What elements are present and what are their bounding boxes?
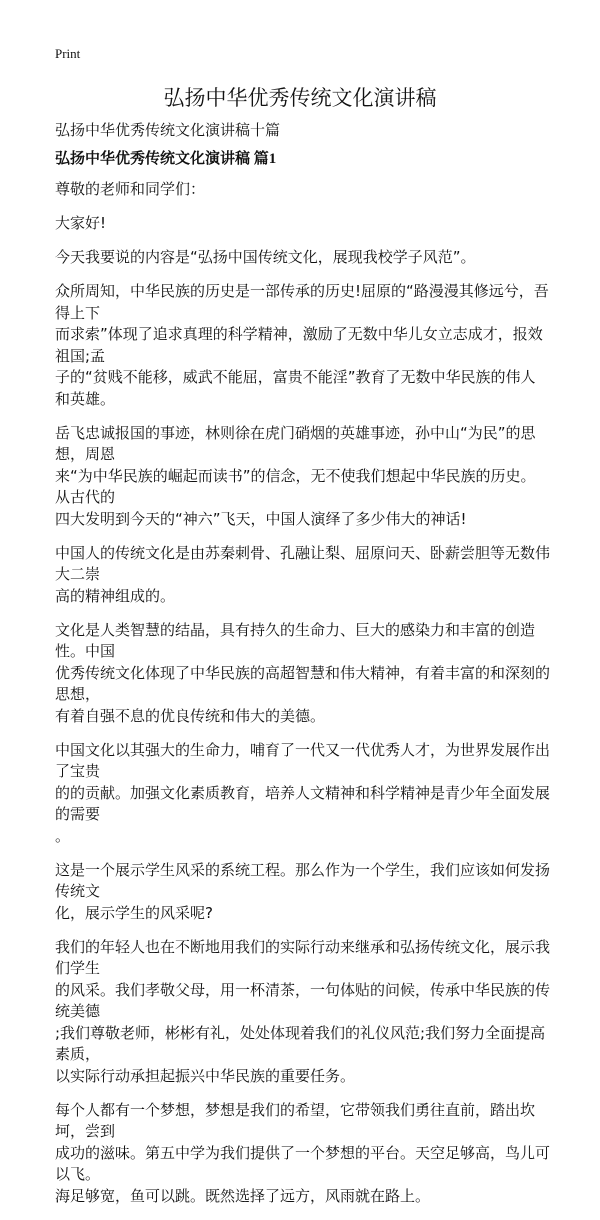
paragraph-line: 来“为中华民族的崛起而读书”的信念，无不使我们想起中华民族的历史。从古代的 bbox=[55, 466, 536, 506]
paragraph bbox=[55, 620, 550, 728]
paragraph bbox=[55, 1100, 550, 1208]
paragraph-line: 中国人的传统文化是由苏秦刺骨、孔融让梨、屈原问天、卧薪尝胆等无数伟大二崇 bbox=[55, 543, 551, 583]
paragraph-line: 而求索”体现了追求真理的科学精神，激励了无数中华儿女立志成才，报效祖国;孟 bbox=[55, 325, 543, 365]
paragraph-line: 高的精神组成的。 bbox=[55, 586, 176, 605]
paragraph-line: 四大发明到今天的“神六”飞天，中国人演绎了多少伟大的神话! bbox=[55, 509, 467, 528]
paragraph bbox=[55, 247, 550, 269]
paragraph-line: 众所周知，中华民族的历史是一部传承的历史!屈原的“路漫漫其修远兮，吾得上下 bbox=[55, 282, 549, 322]
paragraph-line: 每个人都有一个梦想，梦想是我们的希望，它带领我们勇往直前，踏出坎坷，尝到 bbox=[55, 1100, 536, 1140]
paragraph bbox=[55, 543, 550, 608]
paragraph-line: 子的“贫贱不能移，威武不能屈，富贵不能淫”教育了无数中华民族的伟人和英雄。 bbox=[55, 368, 536, 408]
paragraph-line: 大家好! bbox=[55, 214, 107, 232]
paragraph-line: 成功的滋味。第五中学为我们提供了一个梦想的平台。天空足够高，鸟儿可以飞。 bbox=[55, 1143, 551, 1183]
paragraph-line: 尊敬的老师和同学们： bbox=[55, 180, 206, 198]
paragraph-line: 文化是人类智慧的结晶，具有持久的生命力、巨大的感染力和丰富的创造性。中国 bbox=[55, 620, 536, 660]
paragraph bbox=[55, 740, 550, 848]
paragraph bbox=[55, 281, 550, 410]
print-label: Print bbox=[55, 46, 81, 61]
paragraph-line: 这是一个展示学生风采的系统工程。那么作为一个学生，我们应该如何发扬传统文 bbox=[55, 860, 551, 900]
document-subtitle: 弘扬中华优秀传统文化演讲稿十篇 bbox=[55, 121, 281, 139]
paragraph-line: 。 bbox=[55, 826, 71, 845]
paragraph-line: 中国文化以其强大的生命力，哺育了一代又一代优秀人才，为世界发展作出了宝贵 bbox=[55, 740, 551, 780]
paragraph-line: 有着自强不息的优良传统和伟大的美德。 bbox=[55, 706, 326, 725]
paragraph-line: 的的贡献。加强文化素质教育，培养人文精神和科学精神是青少年全面发展的需要 bbox=[55, 783, 551, 823]
paragraph-line: 今天我要说的内容是“弘扬中国传统文化，展现我校学子风范”。 bbox=[55, 248, 476, 266]
paragraph bbox=[55, 179, 550, 201]
paragraph bbox=[55, 937, 550, 1088]
document-body bbox=[55, 120, 550, 1220]
paragraph-line: 我们的年轻人也在不断地用我们的实际行动来继承和弘扬传统文化，展示我们学生 bbox=[55, 937, 551, 977]
paragraph-list bbox=[55, 179, 550, 1207]
paragraph-line: 化，展示学生的风采呢? bbox=[55, 903, 213, 922]
section-heading: 弘扬中华优秀传统文化演讲稿 篇1 bbox=[55, 151, 277, 167]
document-title: 弘扬中华优秀传统文化演讲稿 bbox=[163, 86, 437, 110]
paragraph-line: 的风采。我们孝敬父母，用一杯清茶，一句体贴的问候，传承中华民族的传统美德 bbox=[55, 980, 551, 1020]
paragraph-line: ;我们尊敬老师，彬彬有礼，处处体现着我们的礼仪风范;我们努力全面提高素质， bbox=[55, 1023, 546, 1063]
paragraph-line: 海足够宽，鱼可以跳。既然选择了远方，风雨就在路上。 bbox=[55, 1186, 431, 1205]
paragraph-line: 以实际行动承担起振兴中华民族的重要任务。 bbox=[55, 1066, 356, 1085]
paragraph-line: 岳飞忠诚报国的事迹，林则徐在虎门硝烟的英雄事迹，孙中山“为民”的思想，周恩 bbox=[55, 423, 536, 463]
paragraph bbox=[55, 213, 550, 235]
paragraph-line: 优秀传统文化体现了中华民族的高超智慧和伟大精神，有着丰富的和深刻的思想， bbox=[55, 663, 551, 703]
paragraph bbox=[55, 860, 550, 925]
paragraph bbox=[55, 423, 550, 531]
